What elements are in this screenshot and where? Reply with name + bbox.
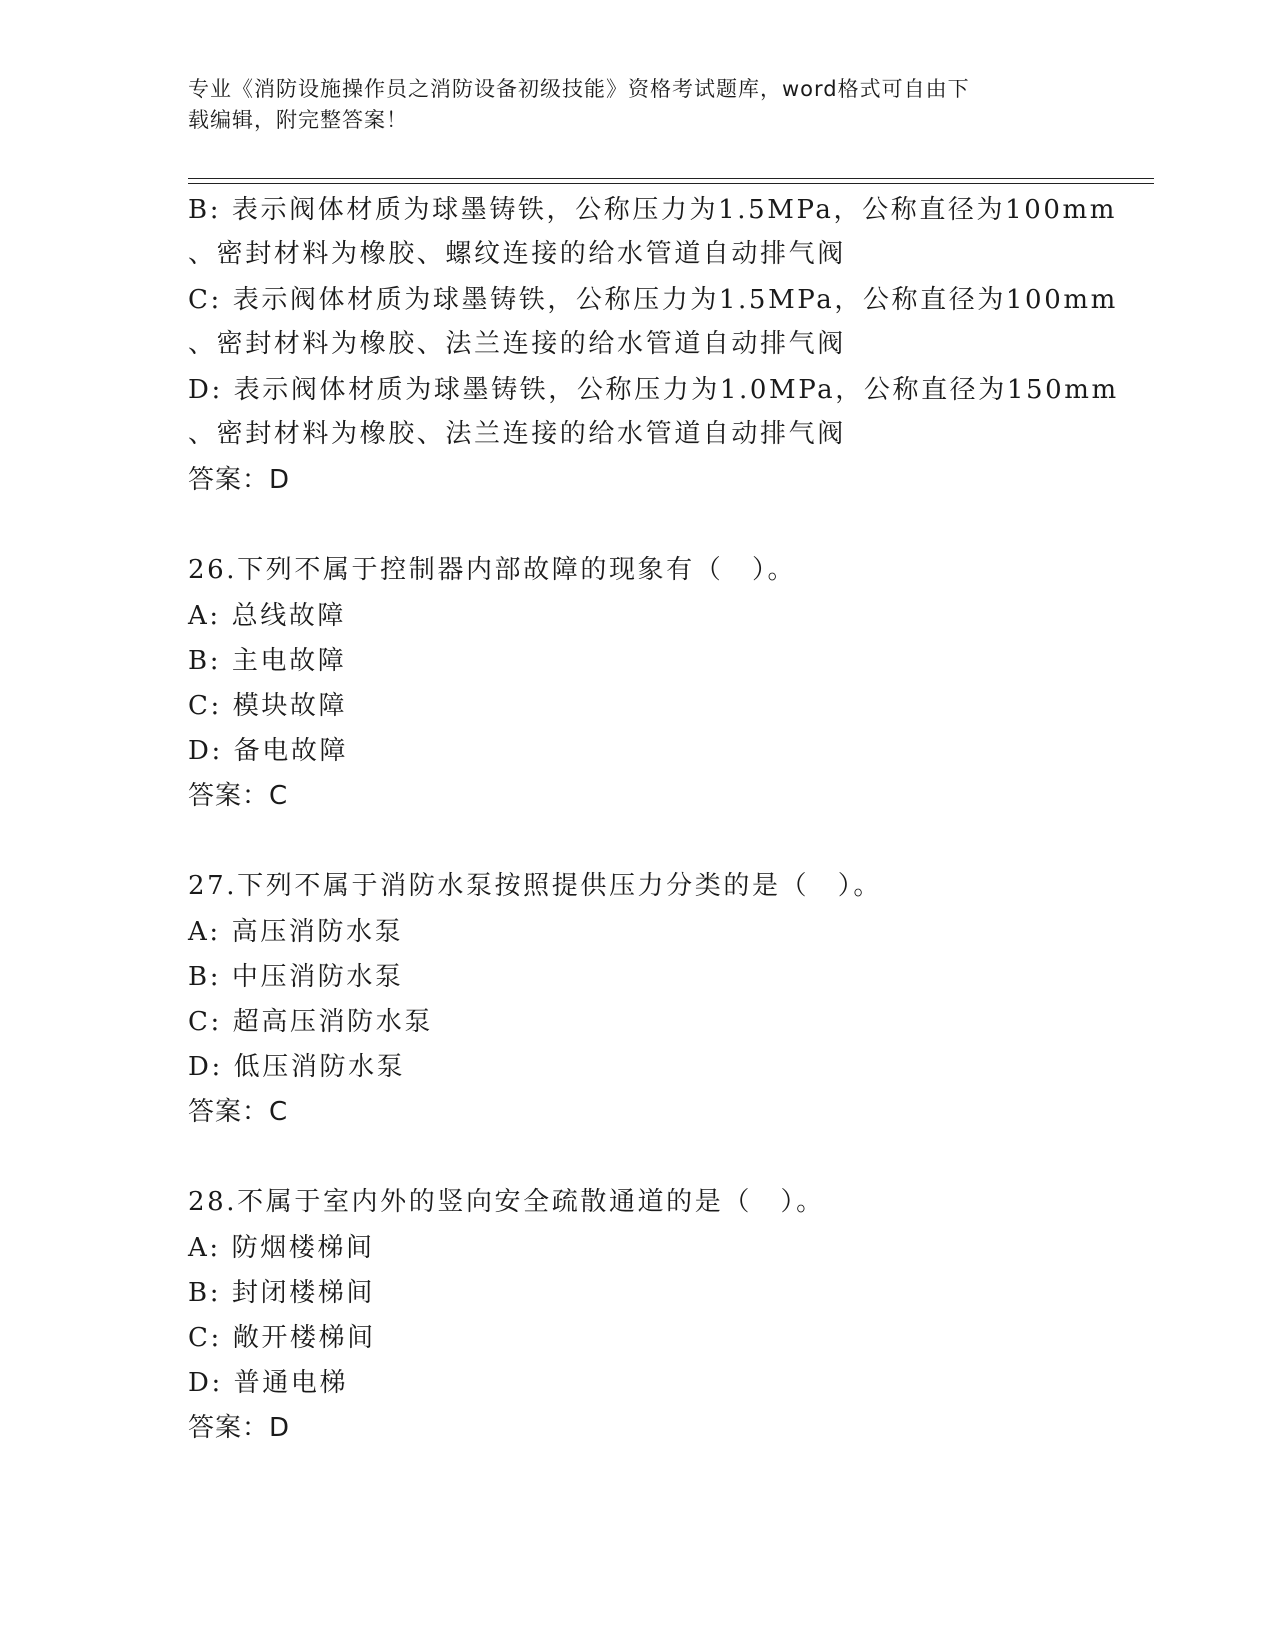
q27-option-d: D: 低压消防水泵 (188, 1052, 406, 1082)
q28-option-d: D: 普通电梯 (188, 1368, 349, 1398)
header-rule-top (188, 178, 1154, 179)
q27-answer: 答案：C (188, 1097, 289, 1127)
header-line-1: 专业《消防设施操作员之消防设备初级技能》资格考试题库，word格式可自由下 (188, 77, 970, 101)
q25-option-c-line-1: C: 表示阀体材质为球墨铸铁，公称压力为1.5MPa，公称直径为100mm (188, 285, 1118, 315)
q25-answer: 答案：D (188, 465, 291, 495)
q26-answer: 答案：C (188, 781, 289, 811)
q26-question: 26.下列不属于控制器内部故障的现象有（ ）。 (188, 555, 797, 585)
q27-option-c: C: 超高压消防水泵 (188, 1007, 433, 1037)
q25-option-d-line-2: 、密封材料为橡胶、法兰连接的给水管道自动排气阀 (188, 419, 846, 449)
q26-option-b: B: 主电故障 (188, 646, 347, 676)
q26-option-a: A: 总线故障 (188, 601, 347, 631)
header-line-2: 载编辑，附完整答案！ (188, 108, 408, 132)
q27-question: 27.下列不属于消防水泵按照提供压力分类的是（ ）。 (188, 871, 882, 901)
q25-option-c-line-2: 、密封材料为橡胶、法兰连接的给水管道自动排气阀 (188, 329, 846, 359)
q28-question: 28.不属于室内外的竖向安全疏散通道的是（ ）。 (188, 1187, 825, 1217)
q28-option-b: B: 封闭楼梯间 (188, 1278, 375, 1308)
q26-option-c: C: 模块故障 (188, 691, 348, 721)
q28-option-a: A: 防烟楼梯间 (188, 1233, 375, 1263)
q28-option-c: C: 敞开楼梯间 (188, 1323, 376, 1353)
q25-option-b-line-1: B: 表示阀体材质为球墨铸铁，公称压力为1.5MPa，公称直径为100mm (188, 195, 1118, 225)
document-header (188, 74, 1088, 136)
q27-option-a: A: 高压消防水泵 (188, 917, 404, 947)
q28-answer: 答案：D (188, 1413, 291, 1443)
q25-option-b-line-2: 、密封材料为橡胶、螺纹连接的给水管道自动排气阀 (188, 239, 846, 269)
q26-option-d: D: 备电故障 (188, 736, 349, 766)
header-rule-bottom (188, 183, 1154, 184)
q27-option-b: B: 中压消防水泵 (188, 962, 404, 992)
q25-option-d-line-1: D: 表示阀体材质为球墨铸铁，公称压力为1.0MPa，公称直径为150mm (188, 375, 1119, 405)
